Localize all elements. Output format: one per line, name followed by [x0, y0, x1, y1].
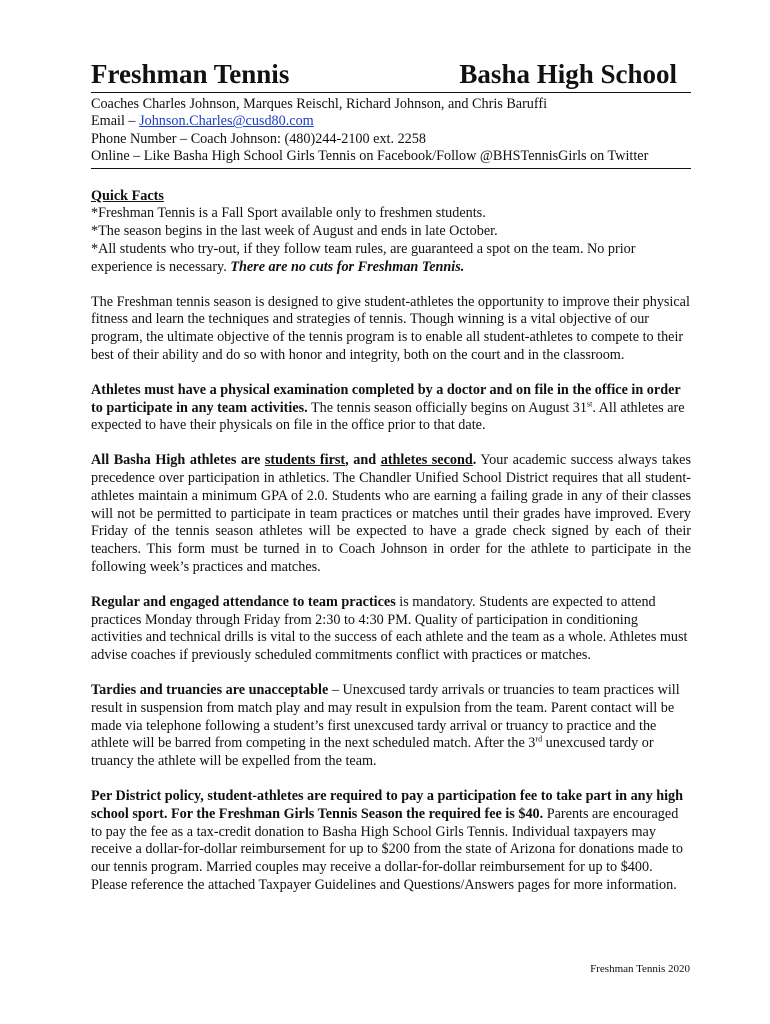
fee-text: Parents are encouraged to pay the fee as a tax-credit donation to Basha High School Girls Tennis. Individual taxpayers may receive a dollar-for-dollar reimbursement for up to $200 from the state of Arizona for donations made to our tennis program. Married couples may receive a dollar-for-dollar reimbursement for up to $400. Please reference the attached Taxpayer Guidelines and Questions/Answers pages for more information. — [91, 805, 683, 893]
page-footer: Freshman Tennis 2020 — [590, 963, 690, 975]
fee-section — [91, 788, 691, 895]
email-line — [91, 113, 691, 130]
physical-requirement: Athletes must have a physical examination completed by a doctor and on file in the office in order to participate in any team activities. — [91, 381, 681, 416]
no-cuts-emphasis: There are no cuts for Freshman Tennis. — [230, 258, 465, 275]
intro-section — [91, 294, 691, 365]
academics-text: Your academic success always takes precedence over participation in athletics. The Chandler Unified School District requires that all student-athletes maintain a minimum GPA of 2.0. Students who are earning a failing grade in any of their classes will not be permitted to participate in team practices or matches until their grades have improved. Every Friday of the tennis season athletes will be expected to have a grade check signed by each of their teachers. This form must be turned in to Coach Johnson in order for the athlete to participate in the following week’s practices and matches. — [91, 452, 692, 575]
academics-paragraph — [91, 452, 691, 577]
quick-fact-3 — [91, 241, 691, 277]
page-title: Freshman Tennis — [91, 59, 290, 89]
title-row — [91, 56, 691, 93]
physical-text-2: . All athletes are expected to have their physicals on file in the office prior to that date. — [91, 399, 685, 434]
attendance-section — [91, 594, 691, 665]
physical-text-1: The tennis season officially begins on August 31 — [307, 399, 587, 416]
attendance-text: is mandatory. Students are expected to attend practices Monday through Friday from 2:30 to 4:30 PM. Quality of participation in conditioning activities and technical drills is vital to the success of each athlete and the team as a whole. Athletes must advise coaches if previously scheduled commitments conflict with practices or matches. — [91, 593, 688, 664]
quick-fact-3-text: *All students who try-out, if they follow team rules, are guaranteed a spot on the team. No prior experience is necessary. — [91, 241, 636, 275]
contact-block — [91, 96, 691, 166]
quick-facts-heading: Quick Facts — [91, 187, 164, 204]
contact-divider — [91, 168, 691, 169]
physical-paragraph — [91, 382, 691, 435]
students-first: students first — [264, 452, 346, 469]
physical-sup: st — [586, 398, 593, 408]
fee-paragraph — [91, 788, 691, 895]
tardies-section — [91, 682, 691, 771]
academics-bold-3: . — [472, 452, 477, 469]
email-label: Email – — [91, 113, 140, 130]
quick-fact-2: *The season begins in the last week of August and ends in late October. — [91, 223, 498, 240]
phone-line: Phone Number – Coach Johnson: (480)244-2100 ext. 2258 — [91, 130, 426, 147]
attendance-paragraph — [91, 594, 691, 665]
school-name: Basha High School — [459, 59, 677, 89]
tardies-text-1: – Unexcused tardy arrivals or truancies to team practices will result in suspension from match play and may result in expulsion from the team. Parent contact will be made via telephone following a student’s first unexcused tardy arrival or truancy to practice and the athlete will be barred from competing in the next scheduled match. After the 3 — [91, 681, 680, 752]
physical-section — [91, 382, 691, 435]
tardies-paragraph — [91, 682, 691, 771]
tardies-sup: rd — [535, 734, 543, 744]
tardies-text-2: unexcused tardy or truancy the athlete will be expelled from the team. — [91, 735, 654, 770]
document-page — [91, 56, 691, 895]
tardies-bold: Tardies and truancies are unacceptable — [91, 681, 329, 698]
attendance-bold: Regular and engaged attendance to team practices — [91, 593, 396, 610]
academics-bold-1: All Basha High athletes are — [91, 452, 265, 469]
academics-bold-2: , and — [345, 452, 381, 469]
email-link[interactable]: Johnson.Charles@cusd80.com — [139, 113, 314, 130]
fee-bold: Per District policy, student-athletes are required to pay a participation fee to take part in any high school sport. For the Freshman Girls Tennis Season the required fee is $40. — [91, 787, 684, 822]
quick-fact-1: *Freshman Tennis is a Fall Sport available only to freshmen students. — [91, 205, 486, 222]
intro-paragraph: The Freshman tennis season is designed to give student-athletes the opportunity to improve their physical fitness and learn the techniques and strategies of tennis. Though winning is a vital objective of our program, the ultimate objective of the tennis program is to enable all student-athletes to compete to their best of their ability and do so with honor and integrity, both on the court and in the classroom. — [91, 293, 690, 363]
quick-facts-section — [91, 188, 691, 277]
academics-section — [91, 452, 691, 577]
coaches-line: Coaches Charles Johnson, Marques Reischl, Richard Johnson, and Chris Baruffi — [91, 96, 548, 112]
athletes-second: athletes second — [380, 452, 473, 469]
online-line: Online – Like Basha High School Girls Tennis on Facebook/Follow @BHSTennisGirls on Twitter — [91, 148, 649, 165]
